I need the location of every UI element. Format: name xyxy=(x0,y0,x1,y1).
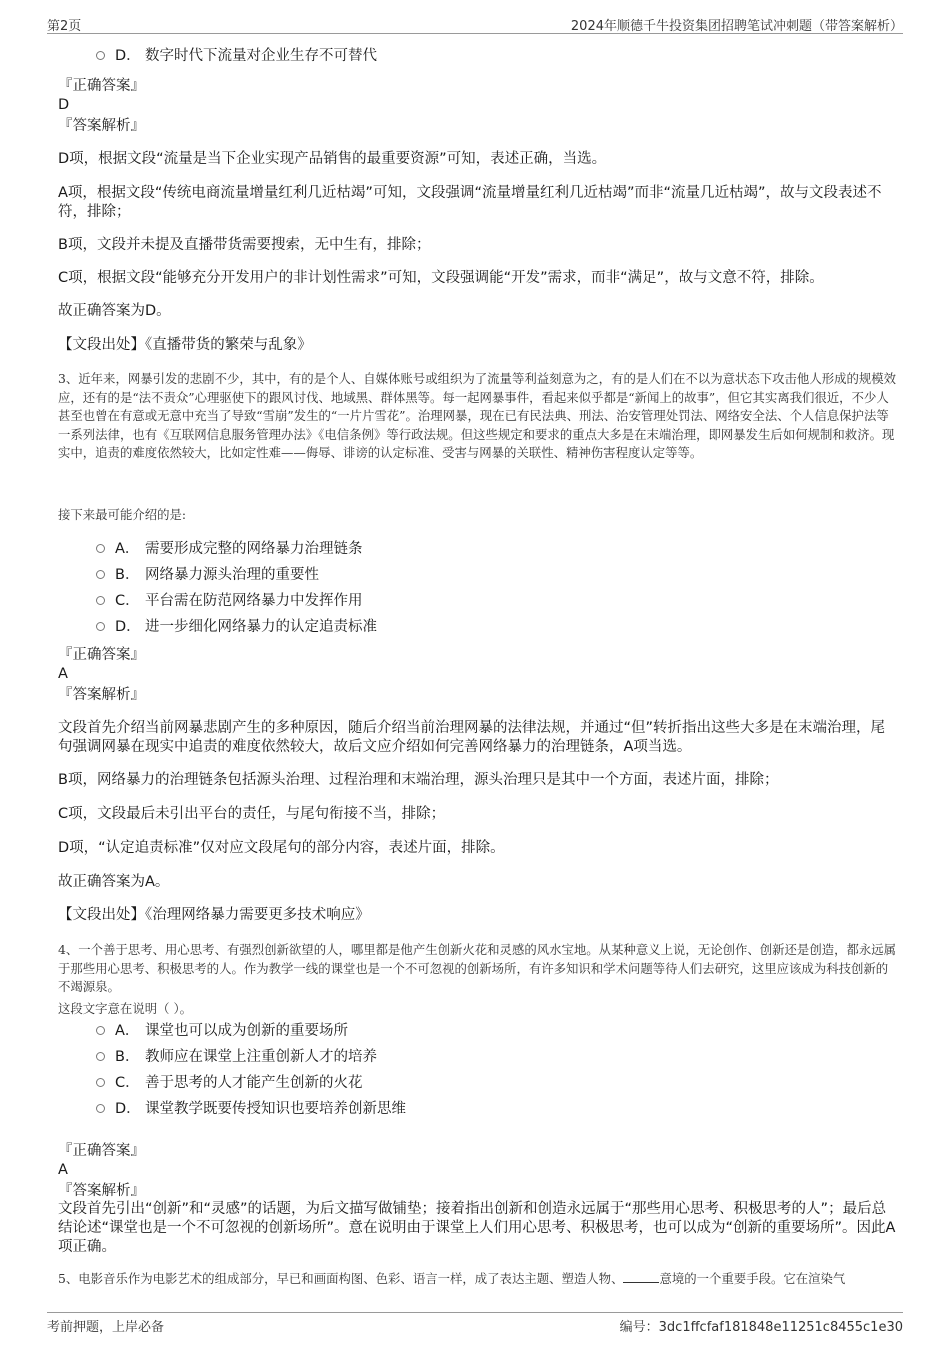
q3-question: 接下来最可能介绍的是: xyxy=(58,507,187,522)
q4-analysis-para: 文段首先引出“创新”和“灵感”的话题，为后文描写做铺垫；接着指出创新和创造永远属于“那些用心思考、积极思考的人”；最后总结论述“课堂也是一个不可忽视的创新场所”。意在说明由于课堂上人们用心思考、积极思考，也可以成为“创新的重要场所”。因此A项正确。 xyxy=(58,1201,896,1255)
q2-source: 【文段出处】《直播带货的繁荣与乱象》 xyxy=(58,337,312,353)
document-title: 2024年顺德千牛投资集团招聘笔试冲刺题（带答案解析） xyxy=(570,19,903,34)
q2-analysis-para: C项，根据文段“能够充分开发用户的非计划性需求”可知，文段强调能“开发”需求，而非“满足”，故与文意不符，排除。 xyxy=(58,270,824,286)
q3-analysis-para: 文段首先介绍当前网暴悲剧产生的多种原因，随后介绍当前治理网暴的法律法规，并通过“但”转折指出这些大多是在末端治理，尾句强调网暴在现实中追责的难度依然较大，故后文应介绍如何完善网络暴力的治理链条，A项当选。 xyxy=(58,720,886,755)
q2-answer: D xyxy=(58,97,70,113)
q5-stem: 5、电影音乐作为电影艺术的组成部分，早已和画面构图、色彩、语言一样，成了表达主题、塑造人物、 意境的一个重要手段。它在渲染气 xyxy=(58,1271,846,1286)
q2-analysis-para: D项，根据文段“流量是当下企业实现产品销售的最重要资源”可知，表述正确，当选。 xyxy=(58,151,607,167)
radio-icon[interactable] xyxy=(96,544,105,553)
q3-answer: A xyxy=(58,666,68,682)
q4-stem: 4、一个善于思考、用心思考、有强烈创新欲望的人，哪里都是他产生创新火花和灵感的风水宝地。从某种意义上说，无论创作、创新还是创造，都永远属于那些用心思考、积极思考的人。作为教学一线的课堂也是一个不可忽视的创新场所，有许多知识和学术问题等待人们去研究，这里应该成为科技创新的不竭源泉。 xyxy=(58,942,897,994)
q2-analysis-para: B项，文段并未提及直播带货需要搜索，无中生有，排除； xyxy=(58,237,431,253)
radio-icon[interactable] xyxy=(96,51,105,60)
q3-option-c[interactable]: C． 平台需在防范网络暴力中发挥作用 xyxy=(96,592,363,611)
fill-blank xyxy=(623,1270,659,1283)
q3-source: 【文段出处】《治理网络暴力需要更多技术响应》 xyxy=(58,907,370,923)
q3-option-b[interactable]: B． 网络暴力源头治理的重要性 xyxy=(96,566,319,585)
q3-analysis-para: B项，网络暴力的治理链条包括源头治理、过程治理和末端治理，源头治理只是其中一个方面，表述片面，排除； xyxy=(58,772,779,788)
q4-analysis-label: 『答案解析』 xyxy=(58,1183,145,1199)
q4-option-b[interactable]: B． 教师应在课堂上注重创新人才的培养 xyxy=(96,1048,377,1067)
q4-question: 这段文字意在说明（ ）。 xyxy=(58,1001,193,1016)
radio-icon[interactable] xyxy=(96,570,105,579)
q3-answer-label: 『正确答案』 xyxy=(58,647,145,663)
q2-analysis-para: 故正确答案为D。 xyxy=(58,303,171,319)
q3-option-a[interactable]: A． 需要形成完整的网络暴力治理链条 xyxy=(96,540,363,559)
q2-option-d[interactable]: D． 数字时代下流量对企业生存不可替代 xyxy=(96,47,377,66)
q4-answer: A xyxy=(58,1162,68,1178)
q4-option-c[interactable]: C． 善于思考的人才能产生创新的火花 xyxy=(96,1074,363,1093)
footer-slogan: 考前押题，上岸必备 xyxy=(47,1320,165,1335)
q3-option-d[interactable]: D． 进一步细化网络暴力的认定追责标准 xyxy=(96,618,377,637)
q4-option-a[interactable]: A． 课堂也可以成为创新的重要场所 xyxy=(96,1022,348,1041)
radio-icon[interactable] xyxy=(96,622,105,631)
radio-icon[interactable] xyxy=(96,596,105,605)
q3-analysis-label: 『答案解析』 xyxy=(58,687,145,703)
q4-option-d[interactable]: D． 课堂教学既要传授知识也要培养创新思维 xyxy=(96,1100,406,1119)
q2-analysis-label: 『答案解析』 xyxy=(58,118,145,134)
radio-icon[interactable] xyxy=(96,1052,105,1061)
q2-answer-label: 『正确答案』 xyxy=(58,78,145,94)
document-id: 编号：3dc1ffcfaf181848e11251c8455c1e30 xyxy=(619,1320,903,1335)
q3-analysis-para: 故正确答案为A。 xyxy=(58,874,170,890)
q3-stem: 3、近年来，网暴引发的悲剧不少，其中，有的是个人、自媒体账号或组织为了流量等利益刻意为之，有的是人们在不以为意状态下攻击他人形成的规模效应，还有的是“法不责众”心理驱使下的跟风讨伐、地域黑、群体黑等。每一起网暴事件，看起来似乎都是“新闻上的故事”，但它其实离我们很近，不少人甚至也曾在有意或无意中充当了导致“雪崩”发生的“一片片雪花”。治理网暴，现在已有民法典、刑法、治安管理处罚法、网络安全法、个人信息保护法等一系列法律，也有《互联网信息服务管理办法》《电信条例》等行政法规。但这些规定和要求的重点大多是在末端治理，即网暴发生后如何规制和救济。现实中，追责的难度依然较大，比如定性难——侮辱、诽谤的认定标准、受害与网暴的关联性、精神伤害程度认定等等。 xyxy=(58,371,897,460)
page-footer xyxy=(47,1312,903,1335)
q3-analysis-para: C项，文段最后未引出平台的责任，与尾句衔接不当，排除； xyxy=(58,806,446,822)
page-number: 第2页 xyxy=(47,19,82,34)
page-header xyxy=(47,13,903,34)
radio-icon[interactable] xyxy=(96,1026,105,1035)
q4-answer-label: 『正确答案』 xyxy=(58,1143,145,1159)
q2-analysis-para: A项，根据文段“传统电商流量增量红利几近枯竭”可知，文段强调“流量增量红利几近枯竭”而非“流量几近枯竭”，故与文段表述不符，排除； xyxy=(58,185,882,220)
radio-icon[interactable] xyxy=(96,1078,105,1087)
q3-analysis-para: D项，“认定追责标准”仅对应文段尾句的部分内容，表述片面，排除。 xyxy=(58,840,505,856)
radio-icon[interactable] xyxy=(96,1104,105,1113)
